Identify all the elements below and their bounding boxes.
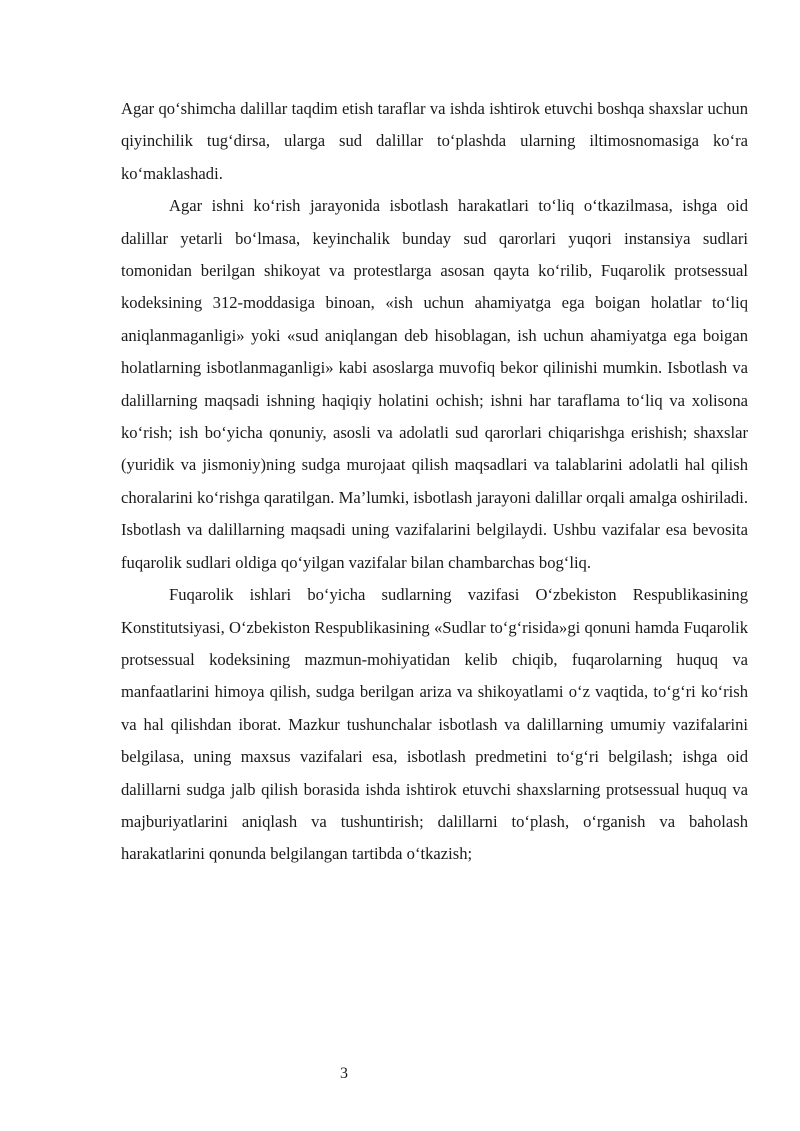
document-body: [121, 93, 748, 871]
paragraph-2: Agar ishni ko‘rish jarayonida isbotlash harakatlari to‘liq o‘tkazilmasa, ishga oid dalillar yetarli bo‘lmasa, keyinchalik bunday sud qarorlari yuqori instansiya sudlari tomonidan berilgan shikoyat va protestlarga asosan qayta ko‘rilib, Fuqarolik protsessual kodeksining 312-moddasiga binoan, «ish uchun ahamiyatga ega boigan holatlar to‘liq aniqlanmaganligi» yoki «sud aniqlangan deb hisoblagan, ish uchun ahamiyatga ega boigan holatlarning isbotlanmaganligi» kabi asoslarga muvofiq bekor qilinishi mumkin. Isbotlash va dalillarning maqsadi ishning haqiqiy holatini ochish; ishni har taraflama to‘liq va xolisona ko‘rish; ish bo‘yicha qonuniy, asosli va adolatli sud qarorlari chiqarishga erishish; shaxslar (yuridik va jismoniy)ning sudga murojaat qilish maqsadlari va talablarini adolatli hal qilish choralarini ko‘rishga qaratilgan. Ma’lumki, isbotlash jarayoni dalillar orqali amalga oshiriladi. Isbotlash va dalillarning maqsadi uning vazifalarini belgilaydi. Ushbu vazifalar esa bevosita fuqarolik sudlari oldiga qo‘yilgan vazifalar bilan chambarchas bog‘liq.: [121, 196, 748, 572]
paragraph-3: Fuqarolik ishlari bo‘yicha sudlarning vazifasi O‘zbekiston Respublikasining Konstitutsiyasi, O‘zbekiston Respublikasining «Sudlar to‘g‘risida»gi qonuni hamda Fuqarolik protsessual kodeksining mazmun-mohiyatidan kelib chiqib, fuqarolarning huquq va manfaatlarini himoya qilish, sudga berilgan ariza va shikoyatlami o‘z vaqtida, to‘g‘ri ko‘rish va hal qilishdan iborat. Mazkur tushunchalar isbotlash va dalillarning umumiy vazifalarini belgilasa, uning maxsus vazifalari esa, isbotlash predmetini to‘g‘ri belgilash; ishga oid dalillarni sudga jalb qilish borasida ishda ishtirok etuvchi shaxslarning protsessual huquq va majburiyatlarini aniqlash va tushuntirish; dalillarni to‘plash, o‘rganish va baholash harakatlarini qonunda belgilangan tartibda o‘tkazish;: [121, 585, 748, 864]
paragraph-1: Agar qo‘shimcha dalillar taqdim etish taraflar va ishda ishtirok etuvchi boshqa shaxslar uchun qiyinchilik tug‘dirsa, ularga sud dalillar to‘plashda ularning iltimosnomasiga ko‘ra ko‘maklashadi.: [121, 99, 748, 183]
page-number: 3: [340, 1065, 348, 1082]
